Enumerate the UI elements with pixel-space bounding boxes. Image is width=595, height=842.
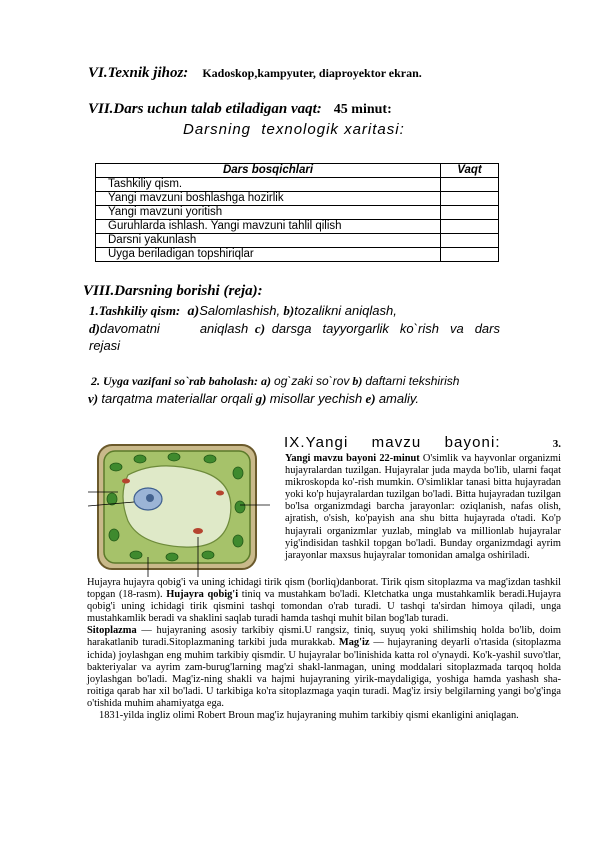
lesson-stages-table [95,163,499,262]
p3-bold2: Mag'iz [338,637,370,649]
p3-bold: Sitoplazma [87,625,137,637]
item-2-e-text: amaliy. [378,391,420,406]
body-text [87,453,561,722]
item-2-line-2 [88,391,419,407]
section-9-title: IX.Yangi mavzu bayoni: [284,434,501,451]
time-cell [441,206,499,220]
item-1 [89,302,500,354]
item-1-c-text: darsga tayyorgarlik ko`rish va dars rejasi [89,321,500,353]
section-8-title: VIII.Darsning borishi (reja): [83,283,263,299]
section-9-header [284,434,561,452]
time-cell [441,220,499,234]
table-row [96,192,499,206]
lead-bold: Yangi mavzu bayoni 22-minut [285,453,420,464]
stage-cell: Darsni yakunlash [96,234,441,248]
item-1-d-key: d) [89,321,100,336]
item-2-label: 2. Uyga vazifani so`rab baholash: [91,374,259,388]
item-2-v-key: v) [88,391,99,406]
item-2-a-key: a) [261,374,272,388]
item-2-b-key: b) [352,374,363,388]
item-2-e-key: e) [365,391,376,406]
item-1-c-key: c) [254,321,266,336]
item-1-b-text: tozalikni aniqlash, [294,303,397,318]
item-2-v-text: tarqatma materiallar orqali [101,391,253,406]
item-2-a-text: og`zaki so`rov [274,374,350,388]
stage-cell: Uyga beriladigan topshiriqlar [96,248,441,262]
p3-b: — hujayraning deyarli o'rtasida (sitoplazma ichida) joylashgan eng muhim tarkibiy qismdir. U hujayralar bo'linishida katta rol o'ynaydi. Ko'k-yashil suvo'tlar, bakteriyalar va ayrim zam-burug'larning mag'zi shakl-lanmagan, uning moddalari sitoplazmada tarqoq holda joylashgan bo'ladi. Mag'iz-ning shakli va hajmi hujayraning yirik-maydaligiga, yoshiga hamda yashash sha-roitiga qarab har xil bo'ladi. U tarkibiga ko'ra sitoplazmaga yaqin turadi. Mag'iz irsiy belgilarning yangi bo'g'inga o'tishida muhim ahamiyatga ega. [87,637,561,709]
p3-a: — hujayraning asosiy tarkibiy qismi.U rangsiz, tiniq, suyuq yoki shilimshiq holda bo'lib, doim harakatlanib turadi.Sitoplazmaning tarkibi juda murakkab. [87,625,561,649]
table-row [96,220,499,234]
table-row [96,178,499,192]
stage-cell: Guruhlarda ishlash. Yangi mavzuni tahlil qilish [96,220,441,234]
table-header-row [96,164,499,178]
item-1-a-key: a) [187,304,200,319]
table-row [96,206,499,220]
item-1-d-text: davomatni [99,321,160,336]
time-cell [441,192,499,206]
item-2-b-text: daftarni tekshirish [365,374,460,388]
lead-text: O'simlik va hayvonlar organizmi hujayralardan tuzilgan. Hujayralar juda mayda bo'lib, ularni faqat mikroskopda ko'-rish mumkin. O'simliklar tanasi bitta hujayradan yoki ko'p hujayralardan tuzilgan bo'ladi. Bitta hujayradan tuzilgan bo'lsa organizmdagi barcha jarayonlar: oziqlanish, nafas olish, ajratish, o'sish, ko'payish ana shu bitta hujayrada o'tadi. Ko'p hujayrali organizmlar yuzlab, minglab va millionlab hujayralar yig'indisidan tashkil topgan bo'ladi. Bunday organizmdagi ayrim jarayonlar maxsus hujayralar tomonidan amalga oshiriladi. [285,453,561,561]
body-paragraph-4: 1831-yilda ingliz olimi Robert Broun mag'iz hujayraning muhim tarkibiy qismi ekanligini aniqlagan. [99,710,519,722]
section-7-line [88,100,392,118]
time-cell [441,178,499,192]
stage-cell: Yangi mavzuni boshlashga hozirlik [96,192,441,206]
body-paragraph-3 [87,625,561,710]
table-row [96,248,499,262]
p2-a: Hujayra hujayra qobig'i va uning ichidagi tirik qism (borliq)danborat. Tirik qism sitoplazma va mag'izdan tashkil topgan (18-rasm). [87,577,561,601]
body-paragraph-2 [87,577,561,625]
section-6-line [88,64,422,82]
figure-float-spacer [87,453,285,577]
stage-cell: Yangi mavzuni yoritish [96,206,441,220]
time-cell [441,234,499,248]
p2-b: tiniq va mustahkam bo'ladi. Kletchatka unga mustahkamlik beradi.Hujayra qobig'i uning ichidagi tirik qismini tashqi tomondan o'rab turadi. U tashqi ta'sirdan himoya qiladi, unga mustahkamlik beradi va shaklini saqlab turadi hamda tashqi muhit bilan bog'lab turadi. [87,589,561,625]
section-7-title: VII.Dars uchun talab etiladigan vaqt: [88,101,322,117]
item-2-line-1 [91,374,459,389]
item-1-d-text2: aniqlash [199,321,249,336]
section-6-text: Kadoskop,kampyuter, diaproyektor ekran. [202,66,422,80]
item-2-g-text: misollar yechish [269,391,363,406]
table-row [96,234,499,248]
item-2-g-key: g) [255,391,267,406]
time-cell [441,248,499,262]
p2-bold: Hujayra qobig'i [166,589,239,601]
header-stages: Dars bosqichlari [96,164,441,178]
item-1-label: 1.Tashkiliy qism: [89,303,181,318]
tech-map-title: Darsning texnologik xaritasi: [183,121,405,138]
stage-cell: Tashkiliy qism. [96,178,441,192]
item-1-b-key: b) [283,303,295,318]
item-1-a-text: Salomlashish, [199,303,281,318]
header-time: Vaqt [441,164,499,178]
section-6-title: VI.Texnik jihoz: [88,65,189,81]
section-7-text: 45 minut: [333,102,392,117]
section-9-num: 3. [552,438,561,450]
